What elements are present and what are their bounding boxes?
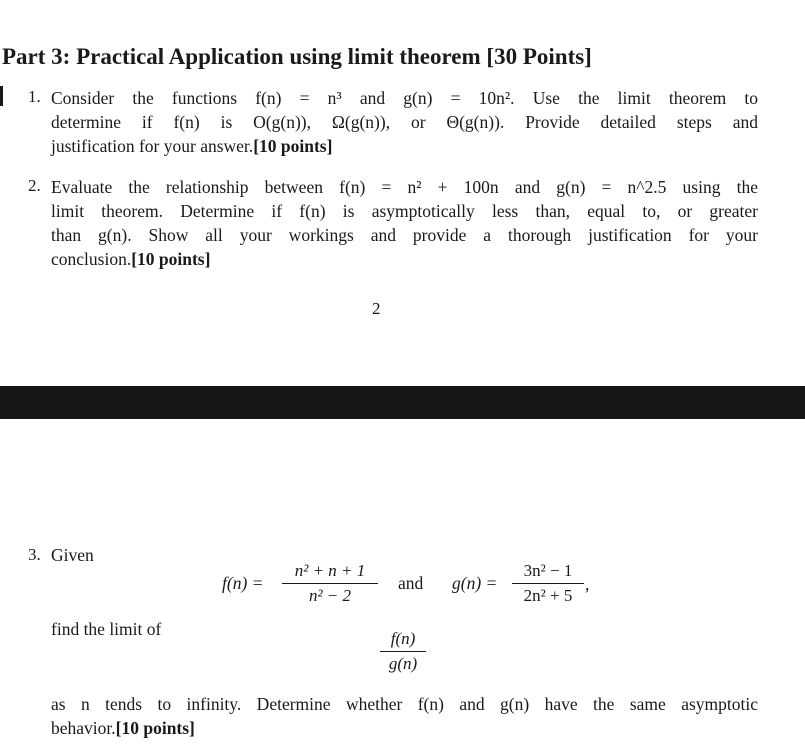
q2-line-4	[51, 247, 210, 271]
left-margin-marker	[0, 86, 3, 106]
q3-find: find the limit of	[51, 619, 162, 639]
ratio-numerator: f(n)	[390, 629, 416, 648]
q1-line-3-text: justification for your answer.	[51, 136, 254, 156]
q1-points: [10 points]	[253, 136, 333, 156]
page-break-bar	[0, 386, 805, 419]
g-denominator: 2n² + 5	[523, 586, 573, 605]
q2-line-2: limit theorem. Determine if f(n) is asymptotically less than, equal to, or greater	[51, 201, 758, 221]
q3-given: Given	[51, 545, 94, 565]
g-fraction	[512, 561, 584, 606]
g-lhs: g(n) =	[452, 573, 498, 593]
q3-number: 3.	[28, 545, 41, 564]
q2-points: [10 points]	[131, 249, 211, 269]
f-fraction	[282, 561, 378, 606]
q3-points: [10 points]	[115, 718, 195, 738]
q2-line-3: than g(n). Show all your workings and provide a thorough justification for your	[51, 225, 758, 245]
f-denominator: n² − 2	[308, 586, 352, 605]
f-numerator: n² + n + 1	[294, 561, 366, 580]
ratio-denominator: g(n)	[388, 654, 418, 673]
q3-conclusion-2	[51, 716, 195, 740]
and-text: and	[398, 573, 424, 593]
q3-conclusion-1: as n tends to infinity. Determine whether f(n) and g(n) have the same asymptotic	[51, 694, 758, 714]
q1-number: 1.	[28, 87, 41, 106]
g-fraction-bar	[512, 583, 584, 584]
f-fraction-bar	[282, 583, 378, 584]
page-number: 2	[372, 299, 381, 318]
q1-line-2: determine if f(n) is O(g(n)), Ω(g(n)), or Θ(g(n)). Provide detailed steps and	[51, 112, 758, 132]
g-numerator: 3n² − 1	[523, 561, 573, 580]
q2-number: 2.	[28, 176, 41, 195]
g-trailing-comma: ,	[585, 574, 590, 594]
f-lhs: f(n) =	[222, 573, 264, 593]
q3-conclusion-2-text: behavior.	[51, 718, 116, 738]
q2-line-1: Evaluate the relationship between f(n) = n² + 100n and g(n) = n^2.5 using the	[51, 177, 758, 197]
q1-line-3	[51, 134, 332, 158]
q1-line-1: Consider the functions f(n) = n³ and g(n) = 10n². Use the limit theorem to	[51, 88, 758, 108]
ratio-fraction-bar	[380, 651, 426, 652]
ratio-fraction	[380, 629, 426, 674]
q2-line-4-text: conclusion.	[51, 249, 132, 269]
section-heading: Part 3: Practical Application using limit theorem [30 Points]	[2, 44, 592, 69]
